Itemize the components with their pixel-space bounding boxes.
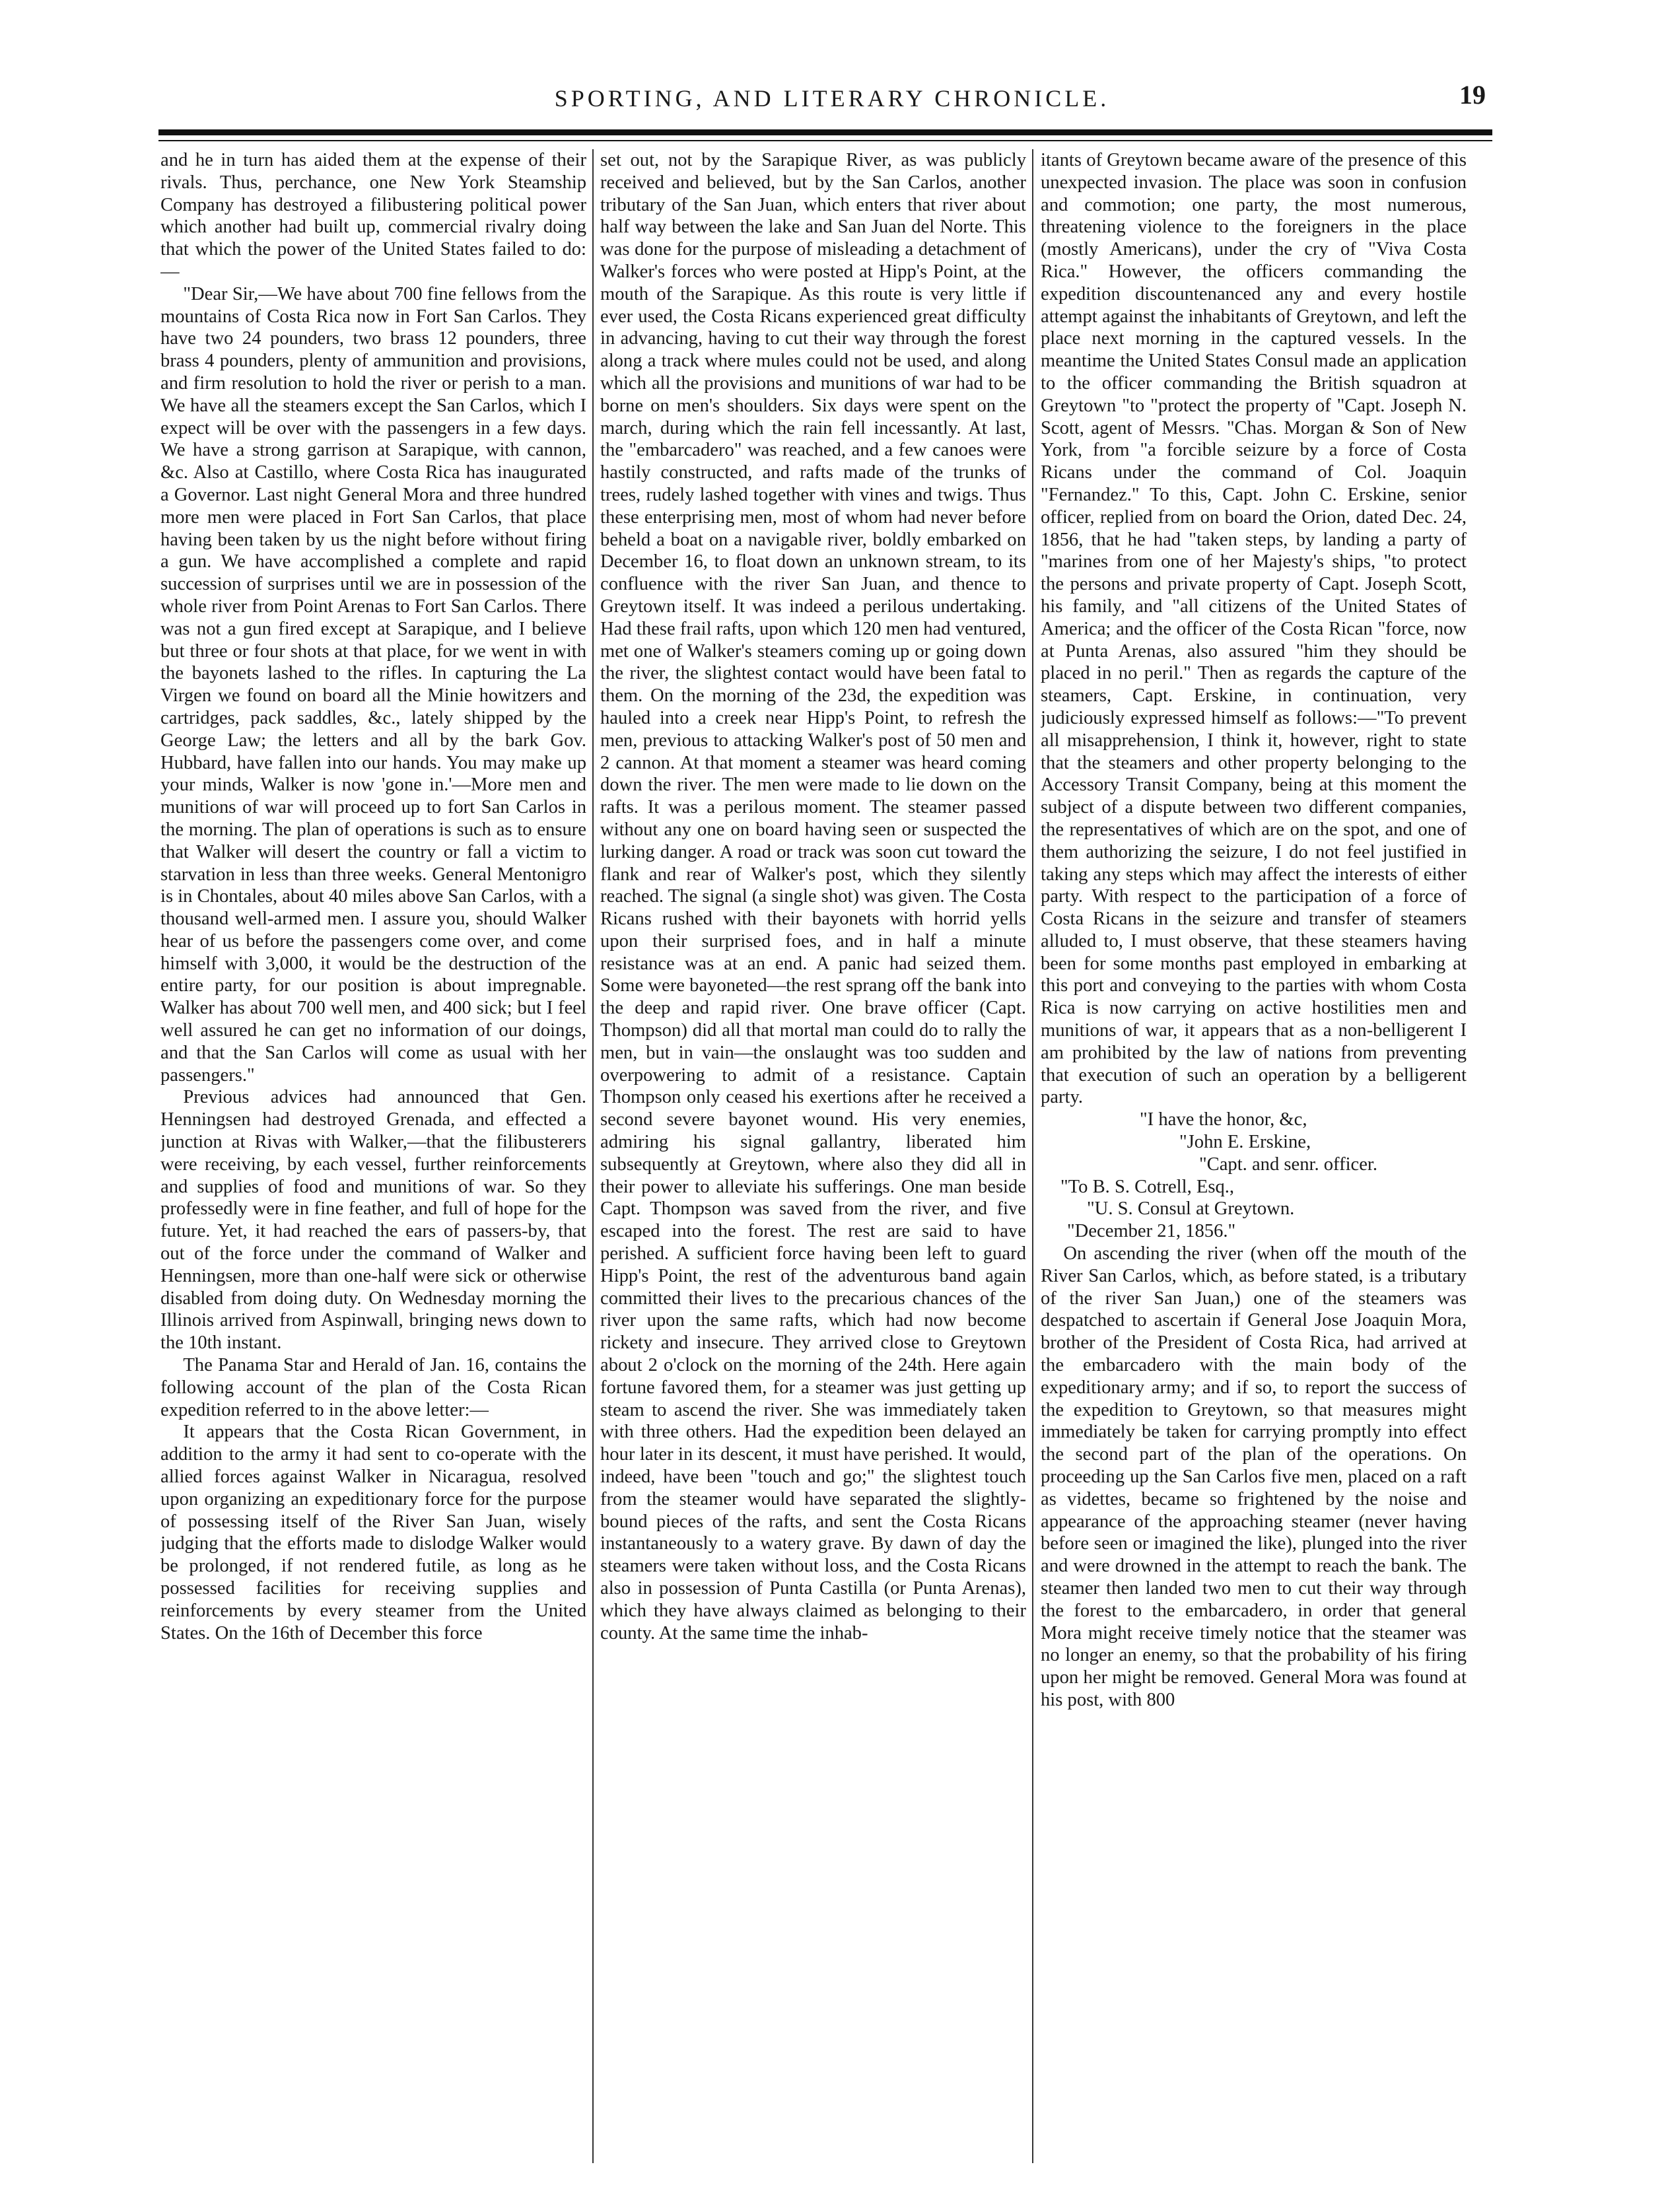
paragraph: itants of Greytown became aware of the presence of this unexpected invasion. The place was soon in confusion and commotion; one party, the most numerous, threatening violence to the foreigners in the place (mostly Americans), under the cry of "Viva Costa Rica." However, the officers commanding the expedition discountenanced any and every hostile attempt against the inhabitants of Greytown, and left the place next morning in the captured vessels. In the meantime the United States Consul made an application to the officer commanding the British squadron at Greytown "to "protect the property of "Capt. Joseph N. Scott, agent of Messrs. "Chas. Morgan & Son of New York, from "a forcible seizure by a force of Costa Ricans under the command of Col. Joaquin "Fernandez." To this, Capt. John C. Erskine, senior officer, replied from on board the Orion, dated Dec. 24, 1856, that he had "taken steps, by landing a party of "marines from one of her Majesty's ships, "to protect the persons and private property of Capt. Joseph Scott, his family, and "all citizens of the United States of America; and the officer of the Costa Rican "force, now at Punta Arenas, also assured "him they should be placed in no peril." Then as regards the capture of the steamers, Capt. Erskine, in continuation, very judiciously expressed himself as follows:—"To prevent all misapprehension, I think it, however, right to state that the steamers and other property belonging to the Accessory Transit Company, being at this moment the subject of a dispute between two different companies, the representatives of which are on the spot, and one of them authorizing the seizure, I do not feel justified in taking any steps which may affect the interests of either party. With respect to the participation of a force of Costa Ricans in the seizure and transfer of steamers alluded to, I must observe, that these steamers having been for some months past employed in embarking at this port and conveying to the parties with whom Costa Rica is now carrying on active hostilities men and munitions of war, it appears that as a non-belligerent I am prohibited by the law of nations from preventing that execution of such an operation by a belligerent party.	[1041, 150, 1467, 1108]
text-column-3	[1041, 149, 1467, 2170]
column-divider	[1032, 149, 1033, 2163]
header-rule-thick	[158, 129, 1492, 135]
header-rule-thin	[158, 140, 1492, 141]
signature-line: "U. S. Consul at Greytown.	[1087, 1198, 1295, 1220]
signature-line: "December 21, 1856."	[1067, 1221, 1236, 1242]
column-divider	[592, 149, 594, 2163]
text-column-2	[600, 149, 1026, 2170]
text-column-1	[160, 149, 586, 2170]
signature-line: "I have the honor, &c,	[1140, 1109, 1307, 1130]
paragraph: On ascending the river (when off the mouth of the River San Carlos, which, as before stated, is a tributary of the river San Juan,) one of the steamers was despatched to ascertain if General Jose Joaquin Mora, brother of the President of Costa Rica, had arrived at the embarcadero with the main body of the expeditionary army; and if so, to report the success of the expedition to Greytown, so that measures might immediately be taken for carrying promptly into effect the second part of the plan of the operations. On proceeding up the San Carlos five men, placed on a raft as videttes, became so frightened by the noise and appearance of the approaching steamer (never having before seen or imagined the like), plunged into the river and were drowned in the attempt to reach the bank. The steamer then landed two men to cut their way through the forest to the embarcadero, in order that general Mora might receive timely notice that the steamer was no longer an enemy, so that the probability of his firing upon her might be removed. General Mora was found at his post, with 800	[1041, 1243, 1467, 1710]
paragraph: set out, not by the Sarapique River, as was publicly received and believed, but by the San Carlos, another tributary of the San Juan, which enters that river about half way between the lake and San Juan del Norte. This was done for the purpose of misleading a detachment of Walker's forces who were posted at Hipp's Point, at the mouth of the Sarapique. As this route is very little if ever used, the Costa Ricans experienced great difficulty in advancing, having to cut their way through the forest along a track where mules could not be used, and along which all the provisions and munitions of war had to be borne on men's shoulders. Six days were spent on the march, during which the rain fell incessantly. At last, the "embarcadero" was reached, and a few canoes were hastily constructed, and rafts made of the trunks of trees, rudely lashed together with vines and twigs. Thus these enterprising men, most of whom had never before beheld a boat on a navigable river, boldly embarked on December 16, to float down an unknown stream, to its confluence with the river San Juan, and thence to Greytown itself. It was indeed a perilous undertaking. Had these frail rafts, upon which 120 men had ventured, met one of Walker's steamers coming up or going down the river, the slightest contact would have been fatal to them. On the morning of the 23d, the expedition was hauled into a creek near Hipp's Point, to refresh the men, previous to attacking Walker's post of 50 men and 2 cannon. At that moment a steamer was heard coming down the river. The men were made to lie down on the rafts. It was a perilous moment. The steamer passed without any one on board having seen or suspected the lurking danger. A road or track was soon cut toward the flank and rear of Walker's post, which they silently reached. The signal (a single shot) was given. The Costa Ricans rushed with their bayonets with horrid yells upon their surprised foes, and in half a minute resistance was at an end. A panic had seized them. Some were bayoneted—the rest sprang off the bank into the deep and rapid river. One brave officer (Capt. Thompson) did all that mortal man could do to rally the men, but in vain—the onslaught was too sudden and overpowering to admit of a resistance. Captain Thompson only ceased his exertions after he received a second severe bayonet wound. His very enemies, admiring his signal gallantry, liberated him subsequently at Greytown, where also they did all in their power to alleviate his sufferings. One man beside Capt. Thompson was saved from the river, and five escaped into the forest. The rest are said to have perished. A sufficient force having been left to guard Hipp's Point, the rest of the adventurous band again committed their lives to the precarious chances of the river upon the same rafts, which had now become rickety and insecure. They arrived close to Greytown about 2 o'clock on the morning of the 24th. Here again fortune favored them, for a steamer was just getting up steam to ascend the river. She was immediately taken with three others. Had the expedition been delayed an hour later in its descent, it must have perished. It would, indeed, have been "touch and go;" the slightest touch from the steamer would have separated the slightly-bound pieces of the rafts, and sent the Costa Ricans instantaneously to a watery grave. By dawn of day the steamers were taken without loss, and the Costa Ricans also in possession of Punta Castilla (or Punta Arenas), which they have always claimed as belonging to their county. At the same time the inhab-	[600, 150, 1026, 1643]
paragraph: and he in turn has aided them at the expense of their rivals. Thus, perchance, one New York Steamship Company has destroyed a filibustering political power which another had built up, commercial rivalry doing that which the power of the United States failed to do:—	[160, 150, 586, 282]
signature-line: "Capt. and senr. officer.	[1199, 1154, 1378, 1175]
paragraph: It appears that the Costa Rican Government, in addition to the army it had sent to co-operate with the allied forces against Walker in Nicaragua, resolved upon organizing an expeditionary force for the purpose of possessing itself of the River San Juan, wisely judging that the efforts made to dislodge Walker would be prolonged, if not rendered futile, as long as he possessed facilities for receiving supplies and reinforcements by every steamer from the United States. On the 16th of December this force	[160, 1422, 586, 1643]
running-title: SPORTING, AND LITERARY CHRONICLE.	[554, 85, 1110, 112]
paragraph: "Dear Sir,—We have about 700 fine fellows from the mountains of Costa Rica now in Fort San Carlos. They have two 24 pounders, two brass 12 pounders, three brass 4 pounders, plenty of ammunition and provisions, and firm resolution to hold the river or perish to a man. We have all the steamers except the San Carlos, which I expect will be over with the passengers in a few days. We have a strong garrison at Sarapique, with cannon, &c. Also at Castillo, where Costa Rica has inaugurated a Governor. Last night General Mora and three hundred more men were placed in Fort San Carlos, that place having been taken by us the night before without firing a gun. We have accomplished a complete and rapid succession of surprises until we are in possession of the whole river from Point Arenas to Fort San Carlos. There was not a gun fired except at Sarapique, and I believe but three or four shots at that place, for we went in with the bayonets lashed to the rifles. In capturing the La Virgen we found on board all the Minie howitzers and cartridges, pack saddles, &c., lately shipped by the George Law; the letters and all by the bark Gov. Hubbard, have fallen into our hands. You may make up your minds, Walker is now 'gone in.'—More men and munitions of war will proceed up to fort San Carlos in the morning. The plan of operations is such as to ensure that Walker will desert the country or fall a victim to starvation in less than three weeks. General Mentonigro is in Chontales, about 40 miles above San Carlos, with a thousand well-armed men. I assure you, should Walker hear of us before the passengers come over, and come himself with 3,000, it would be the destruction of the entire party, for our position is about impregnable. Walker has about 700 well men, and 400 sick; but I feel well assured he can get no information of our doings, and that the San Carlos will come as usual with her passengers."	[160, 283, 586, 1086]
paragraph: Previous advices had announced that Gen. Henningsen had destroyed Grenada, and effected a junction at Rivas with Walker,—that the filibusterers were receiving, by each vessel, further reinforcements and supplies of food and munitions of war. So they professedly were in fine feather, and full of hope for the future. Yet, it had reached the ears of passers-by, that out of the force under the command of Walker and Henningsen, more than one-half were sick or otherwise disabled from doing duty. On Wednesday morning the Illinois arrived from Aspinwall, bringing news down to the 10th instant.	[160, 1087, 586, 1354]
signature-line: "To B. S. Cotrell, Esq.,	[1060, 1176, 1235, 1197]
page-number: 19	[1459, 80, 1486, 110]
page-header	[158, 80, 1486, 124]
signature-line: "John E. Erskine,	[1179, 1132, 1311, 1153]
paragraph: The Panama Star and Herald of Jan. 16, contains the following account of the plan of the Costa Rican expedition referred to in the above letter:—	[160, 1355, 586, 1420]
